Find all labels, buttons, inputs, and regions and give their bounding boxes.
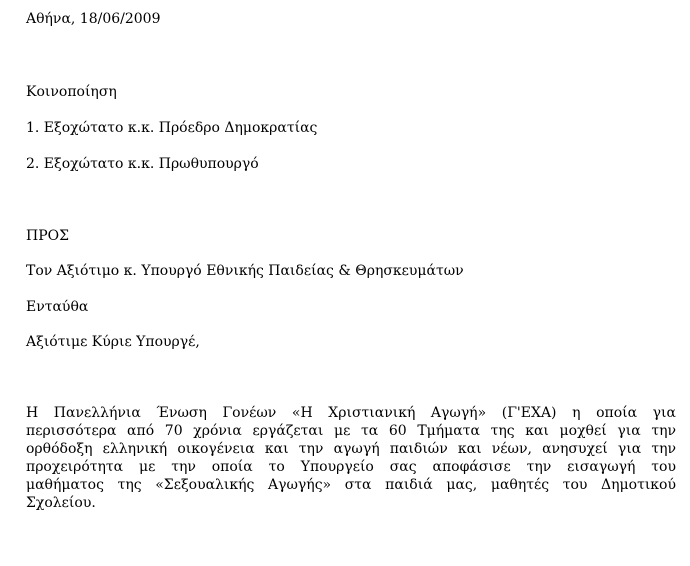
date-line: Αθήνα, 18/06/2009: [26, 11, 161, 27]
body-line: ορθόδοξη ελληνική οικογένεια και την αγωγή παιδιών και νέων, ανησυχεί για την: [26, 441, 676, 457]
to-heading: ΠΡΟΣ: [26, 228, 70, 244]
letter-page: [26, 0, 676, 566]
body-line: μαθήματος της «Σεξουαλικής Αγωγής» στα παιδιά μας, μαθητές του Δημοτικού: [26, 477, 676, 493]
body-line: προχειρότητα με την οποία το Υπουργείο σας αποφάσισε την εισαγωγή του: [26, 459, 676, 475]
salutation-line: Αξιότιμε Κύριε Υπουργέ,: [26, 334, 200, 350]
body-line: Σχολείου.: [26, 495, 96, 511]
body-line: περισσότερα από 70 χρόνια εργάζεται με τα 60 Τμήματα της και μοχθεί για την: [26, 423, 676, 439]
recipient-line: Τον Αξιότιμο κ. Υπουργό Εθνικής Παιδείας & Θρησκευμάτων: [26, 263, 464, 279]
cc-heading: Κοινοποίηση: [26, 84, 117, 100]
cc-item-president: 1. Εξοχώτατο κ.κ. Πρόεδρο Δημοκρατίας: [26, 120, 318, 136]
body-paragraph: [26, 404, 676, 512]
cc-item-prime-minister: 2. Εξοχώτατο κ.κ. Πρωθυπουργό: [26, 156, 259, 172]
body-line: Η Πανελλήνια Ένωση Γονέων «Η Χριστιανική Αγωγή» (Γ'ΕΧΑ) η οποία για: [26, 405, 676, 421]
location-line: Ενταύθα: [26, 299, 89, 315]
